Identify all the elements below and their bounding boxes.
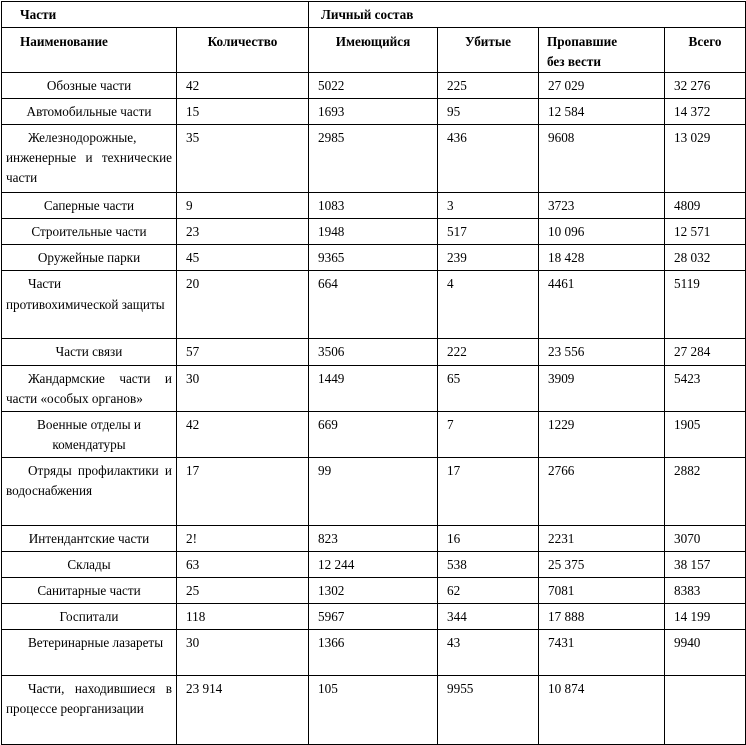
row-total: 3070 — [674, 530, 701, 546]
row-available: 3506 — [318, 344, 345, 360]
row-name-cell — [2, 551, 177, 577]
row-quantity: 42 — [186, 78, 200, 94]
row-available-cell — [309, 630, 438, 676]
table-row — [2, 551, 746, 577]
row-missing-cell — [539, 603, 665, 629]
row-quantity-cell — [177, 193, 309, 219]
row-missing: 3909 — [548, 370, 575, 386]
row-killed-cell — [438, 676, 539, 745]
row-killed-cell — [438, 99, 539, 125]
row-available-cell — [309, 73, 438, 99]
table-row — [2, 99, 746, 125]
row-missing: 7431 — [548, 635, 575, 650]
row-killed: 17 — [447, 462, 461, 478]
row-killed: 538 — [447, 556, 467, 572]
row-available: 1083 — [318, 198, 345, 214]
row-total-cell — [665, 676, 746, 745]
row-name: Санитарные части — [37, 582, 141, 598]
column-header-total — [665, 28, 746, 73]
row-total-cell — [665, 365, 746, 411]
row-available: 12 244 — [318, 556, 355, 572]
column-header-missing — [539, 28, 665, 73]
table-sheet — [0, 1, 746, 717]
row-quantity: 42 — [186, 416, 200, 432]
row-available-cell — [309, 125, 438, 193]
row-available: 669 — [318, 416, 338, 432]
table-row — [2, 577, 746, 603]
row-missing: 12 584 — [548, 104, 585, 120]
row-available: 5022 — [318, 78, 345, 94]
table-row — [2, 525, 746, 551]
row-killed: 9955 — [447, 681, 474, 696]
column-header-quantity — [177, 28, 309, 73]
column-header-killed-label: Убитые — [465, 34, 512, 49]
row-name: Интендантские части — [28, 530, 150, 546]
table-row — [2, 245, 746, 271]
row-total-cell — [665, 411, 746, 457]
row-missing-cell — [539, 676, 665, 745]
row-killed-cell — [438, 245, 539, 271]
row-killed-cell — [438, 271, 539, 339]
row-total: 4809 — [674, 198, 701, 214]
row-missing: 1229 — [548, 416, 575, 432]
row-missing: 10 874 — [548, 681, 585, 696]
row-name-cell — [2, 219, 177, 245]
row-total: 8383 — [674, 582, 701, 598]
table-row — [2, 630, 746, 676]
row-total-cell — [665, 73, 746, 99]
row-name: Оружейные парки — [37, 250, 141, 266]
row-quantity: 63 — [186, 556, 200, 572]
row-missing-cell — [539, 630, 665, 676]
row-missing-cell — [539, 193, 665, 219]
column-header-missing-line2: без вести — [547, 54, 601, 70]
row-total-cell — [665, 603, 746, 629]
row-killed: 16 — [447, 530, 461, 546]
row-missing: 18 428 — [548, 250, 585, 266]
row-missing: 7081 — [548, 582, 575, 598]
row-name: Военные отделы и комендатуры — [37, 416, 141, 452]
table-row — [2, 365, 746, 411]
row-quantity-cell — [177, 577, 309, 603]
row-killed-cell — [438, 365, 539, 411]
row-available-cell — [309, 457, 438, 525]
row-killed: 65 — [447, 370, 461, 386]
row-name: Жандармские части и части «особых органов» — [6, 370, 172, 406]
row-name-cell — [2, 125, 177, 193]
row-available: 105 — [318, 681, 338, 696]
row-quantity: 25 — [186, 582, 200, 598]
row-killed: 95 — [447, 104, 461, 120]
row-total: 13 029 — [674, 130, 711, 146]
row-total: 14 372 — [674, 104, 711, 120]
row-missing: 10 096 — [548, 224, 585, 240]
row-quantity: 30 — [186, 370, 200, 386]
row-quantity-cell — [177, 73, 309, 99]
row-missing-cell — [539, 411, 665, 457]
row-quantity: 35 — [186, 130, 200, 146]
row-name-cell — [2, 457, 177, 525]
row-name-cell — [2, 577, 177, 603]
row-missing: 9608 — [548, 130, 575, 146]
row-quantity: 2! — [186, 530, 197, 546]
column-header-name-label: Наименование — [20, 34, 108, 49]
row-name-cell — [2, 271, 177, 339]
row-quantity-cell — [177, 457, 309, 525]
row-killed: 3 — [447, 198, 454, 214]
row-available-cell — [309, 219, 438, 245]
row-killed-cell — [438, 193, 539, 219]
row-missing-cell — [539, 99, 665, 125]
row-total-cell — [665, 219, 746, 245]
row-total: 28 032 — [674, 250, 711, 266]
table-row — [2, 603, 746, 629]
losses-table — [1, 1, 746, 745]
column-header-name — [2, 28, 177, 73]
row-available-cell — [309, 365, 438, 411]
row-available: 664 — [318, 276, 338, 292]
row-missing-cell — [539, 457, 665, 525]
row-quantity-cell — [177, 245, 309, 271]
row-name-cell — [2, 245, 177, 271]
row-available: 1948 — [318, 224, 345, 240]
row-missing-cell — [539, 551, 665, 577]
row-available-cell — [309, 676, 438, 745]
row-quantity: 23 914 — [186, 681, 223, 696]
row-missing: 17 888 — [548, 608, 585, 624]
row-quantity-cell — [177, 676, 309, 745]
row-total — [665, 676, 745, 681]
row-missing-cell — [539, 219, 665, 245]
row-killed-cell — [438, 411, 539, 457]
row-name-cell — [2, 525, 177, 551]
row-total: 27 284 — [674, 344, 711, 360]
row-quantity: 20 — [186, 276, 200, 292]
row-total: 1905 — [674, 416, 701, 432]
column-header-missing-line1: Пропавшие — [547, 34, 618, 49]
row-total-cell — [665, 339, 746, 365]
row-name-cell — [2, 603, 177, 629]
row-total-cell — [665, 271, 746, 339]
row-killed-cell — [438, 551, 539, 577]
table-row — [2, 271, 746, 339]
row-killed-cell — [438, 630, 539, 676]
row-total-cell — [665, 245, 746, 271]
column-header-total-label: Всего — [688, 34, 722, 49]
column-header-available — [309, 28, 438, 73]
row-killed: 436 — [447, 130, 467, 146]
row-quantity: 23 — [186, 224, 200, 240]
row-killed: 62 — [447, 582, 461, 598]
row-quantity-cell — [177, 219, 309, 245]
table-column-header-row — [2, 28, 746, 73]
column-header-missing-label — [539, 28, 664, 72]
row-quantity: 17 — [186, 462, 200, 478]
row-killed: 43 — [447, 635, 461, 650]
row-total: 5119 — [674, 276, 700, 292]
row-killed: 222 — [447, 344, 467, 360]
row-name: Обозные части — [46, 78, 132, 94]
row-missing-cell — [539, 271, 665, 339]
row-name: Склады — [67, 556, 111, 572]
row-quantity: 15 — [186, 104, 200, 120]
group-header-parts — [2, 2, 309, 28]
row-name-cell — [2, 411, 177, 457]
row-missing: 4461 — [548, 276, 575, 292]
row-available-cell — [309, 577, 438, 603]
row-total: 2882 — [674, 462, 701, 478]
row-name: Части связи — [55, 344, 123, 360]
row-total-cell — [665, 577, 746, 603]
table-row — [2, 73, 746, 99]
row-total-cell — [665, 99, 746, 125]
row-killed-cell — [438, 457, 539, 525]
row-available: 2985 — [318, 130, 345, 146]
table-row — [2, 339, 746, 365]
row-missing-cell — [539, 365, 665, 411]
row-missing-cell — [539, 73, 665, 99]
row-available: 1693 — [318, 104, 345, 120]
row-killed-cell — [438, 577, 539, 603]
row-quantity-cell — [177, 339, 309, 365]
row-total-cell — [665, 551, 746, 577]
row-total-cell — [665, 125, 746, 193]
row-total-cell — [665, 525, 746, 551]
row-name: Железнодорожные, инженерные и технические части — [6, 130, 172, 186]
row-name: Части, находившиеся в процессе реорганизации — [6, 681, 172, 717]
row-killed: 344 — [447, 608, 467, 624]
row-quantity: 9 — [186, 198, 193, 214]
row-missing-cell — [539, 577, 665, 603]
row-available-cell — [309, 193, 438, 219]
row-missing: 2766 — [548, 462, 575, 478]
table-group-header-row — [2, 2, 746, 28]
row-name: Строительные части — [31, 224, 147, 240]
group-header-personnel-label: Личный состав — [321, 7, 414, 22]
row-killed-cell — [438, 73, 539, 99]
row-killed-cell — [438, 125, 539, 193]
row-missing-cell — [539, 125, 665, 193]
row-killed-cell — [438, 339, 539, 365]
row-total: 38 157 — [674, 556, 711, 572]
row-killed: 4 — [447, 276, 454, 292]
row-quantity-cell — [177, 551, 309, 577]
row-killed: 517 — [447, 224, 467, 240]
row-killed: 239 — [447, 250, 467, 266]
row-total: 12 571 — [674, 224, 711, 240]
row-quantity-cell — [177, 630, 309, 676]
row-total: 9940 — [674, 635, 701, 650]
row-quantity-cell — [177, 411, 309, 457]
row-name-cell — [2, 73, 177, 99]
row-killed-cell — [438, 525, 539, 551]
row-total: 32 276 — [674, 78, 711, 94]
column-header-available-label: Имеющийся — [335, 34, 411, 49]
row-name-cell — [2, 99, 177, 125]
row-name: Части противохимической защиты — [6, 276, 165, 312]
row-total: 14 199 — [674, 608, 711, 624]
row-available-cell — [309, 603, 438, 629]
table-row — [2, 125, 746, 193]
row-name: Ветеринарные лазареты — [28, 635, 164, 650]
row-missing: 25 375 — [548, 556, 585, 572]
row-name-cell — [2, 676, 177, 745]
row-killed-cell — [438, 603, 539, 629]
row-total: 5423 — [674, 370, 701, 386]
row-total-cell — [665, 457, 746, 525]
row-available: 1366 — [318, 635, 345, 650]
row-quantity: 118 — [186, 608, 206, 624]
row-killed-cell — [438, 219, 539, 245]
row-name: Саперные части — [43, 198, 135, 214]
row-missing-cell — [539, 245, 665, 271]
row-name: Автомобильные части — [26, 104, 152, 120]
row-missing: 23 556 — [548, 344, 585, 360]
row-available: 99 — [318, 462, 332, 478]
row-quantity-cell — [177, 99, 309, 125]
row-missing: 3723 — [548, 198, 575, 214]
row-name: Отряды профилактики и водоснабжения — [6, 462, 172, 498]
row-available: 9365 — [318, 250, 345, 266]
row-available-cell — [309, 551, 438, 577]
row-total-cell — [665, 193, 746, 219]
row-available: 1449 — [318, 370, 345, 386]
row-available-cell — [309, 99, 438, 125]
row-quantity-cell — [177, 271, 309, 339]
row-quantity-cell — [177, 525, 309, 551]
row-quantity: 57 — [186, 344, 200, 360]
group-header-parts-label: Части — [20, 7, 57, 22]
row-name-cell — [2, 630, 177, 676]
row-missing: 27 029 — [548, 78, 585, 94]
row-quantity-cell — [177, 603, 309, 629]
row-name: Госпитали — [59, 608, 119, 624]
row-available-cell — [309, 271, 438, 339]
row-quantity-cell — [177, 365, 309, 411]
row-missing-cell — [539, 525, 665, 551]
row-total-cell — [665, 630, 746, 676]
table-row — [2, 219, 746, 245]
row-quantity: 45 — [186, 250, 200, 266]
row-quantity: 30 — [186, 635, 200, 650]
row-available-cell — [309, 245, 438, 271]
table-row — [2, 457, 746, 525]
row-killed: 7 — [447, 416, 454, 432]
row-available-cell — [309, 411, 438, 457]
row-available-cell — [309, 339, 438, 365]
row-quantity-cell — [177, 125, 309, 193]
row-killed: 225 — [447, 78, 467, 94]
row-missing-cell — [539, 339, 665, 365]
row-available: 823 — [318, 530, 338, 546]
group-header-personnel — [309, 2, 746, 28]
table-row — [2, 411, 746, 457]
row-available-cell — [309, 525, 438, 551]
row-available: 1302 — [318, 582, 345, 598]
table-row — [2, 676, 746, 745]
row-available: 5967 — [318, 608, 345, 624]
row-name-cell — [2, 193, 177, 219]
row-name-cell — [2, 365, 177, 411]
table-row — [2, 193, 746, 219]
column-header-quantity-label: Количество — [207, 34, 278, 49]
column-header-killed — [438, 28, 539, 73]
row-missing: 2231 — [548, 530, 575, 546]
row-name-cell — [2, 339, 177, 365]
